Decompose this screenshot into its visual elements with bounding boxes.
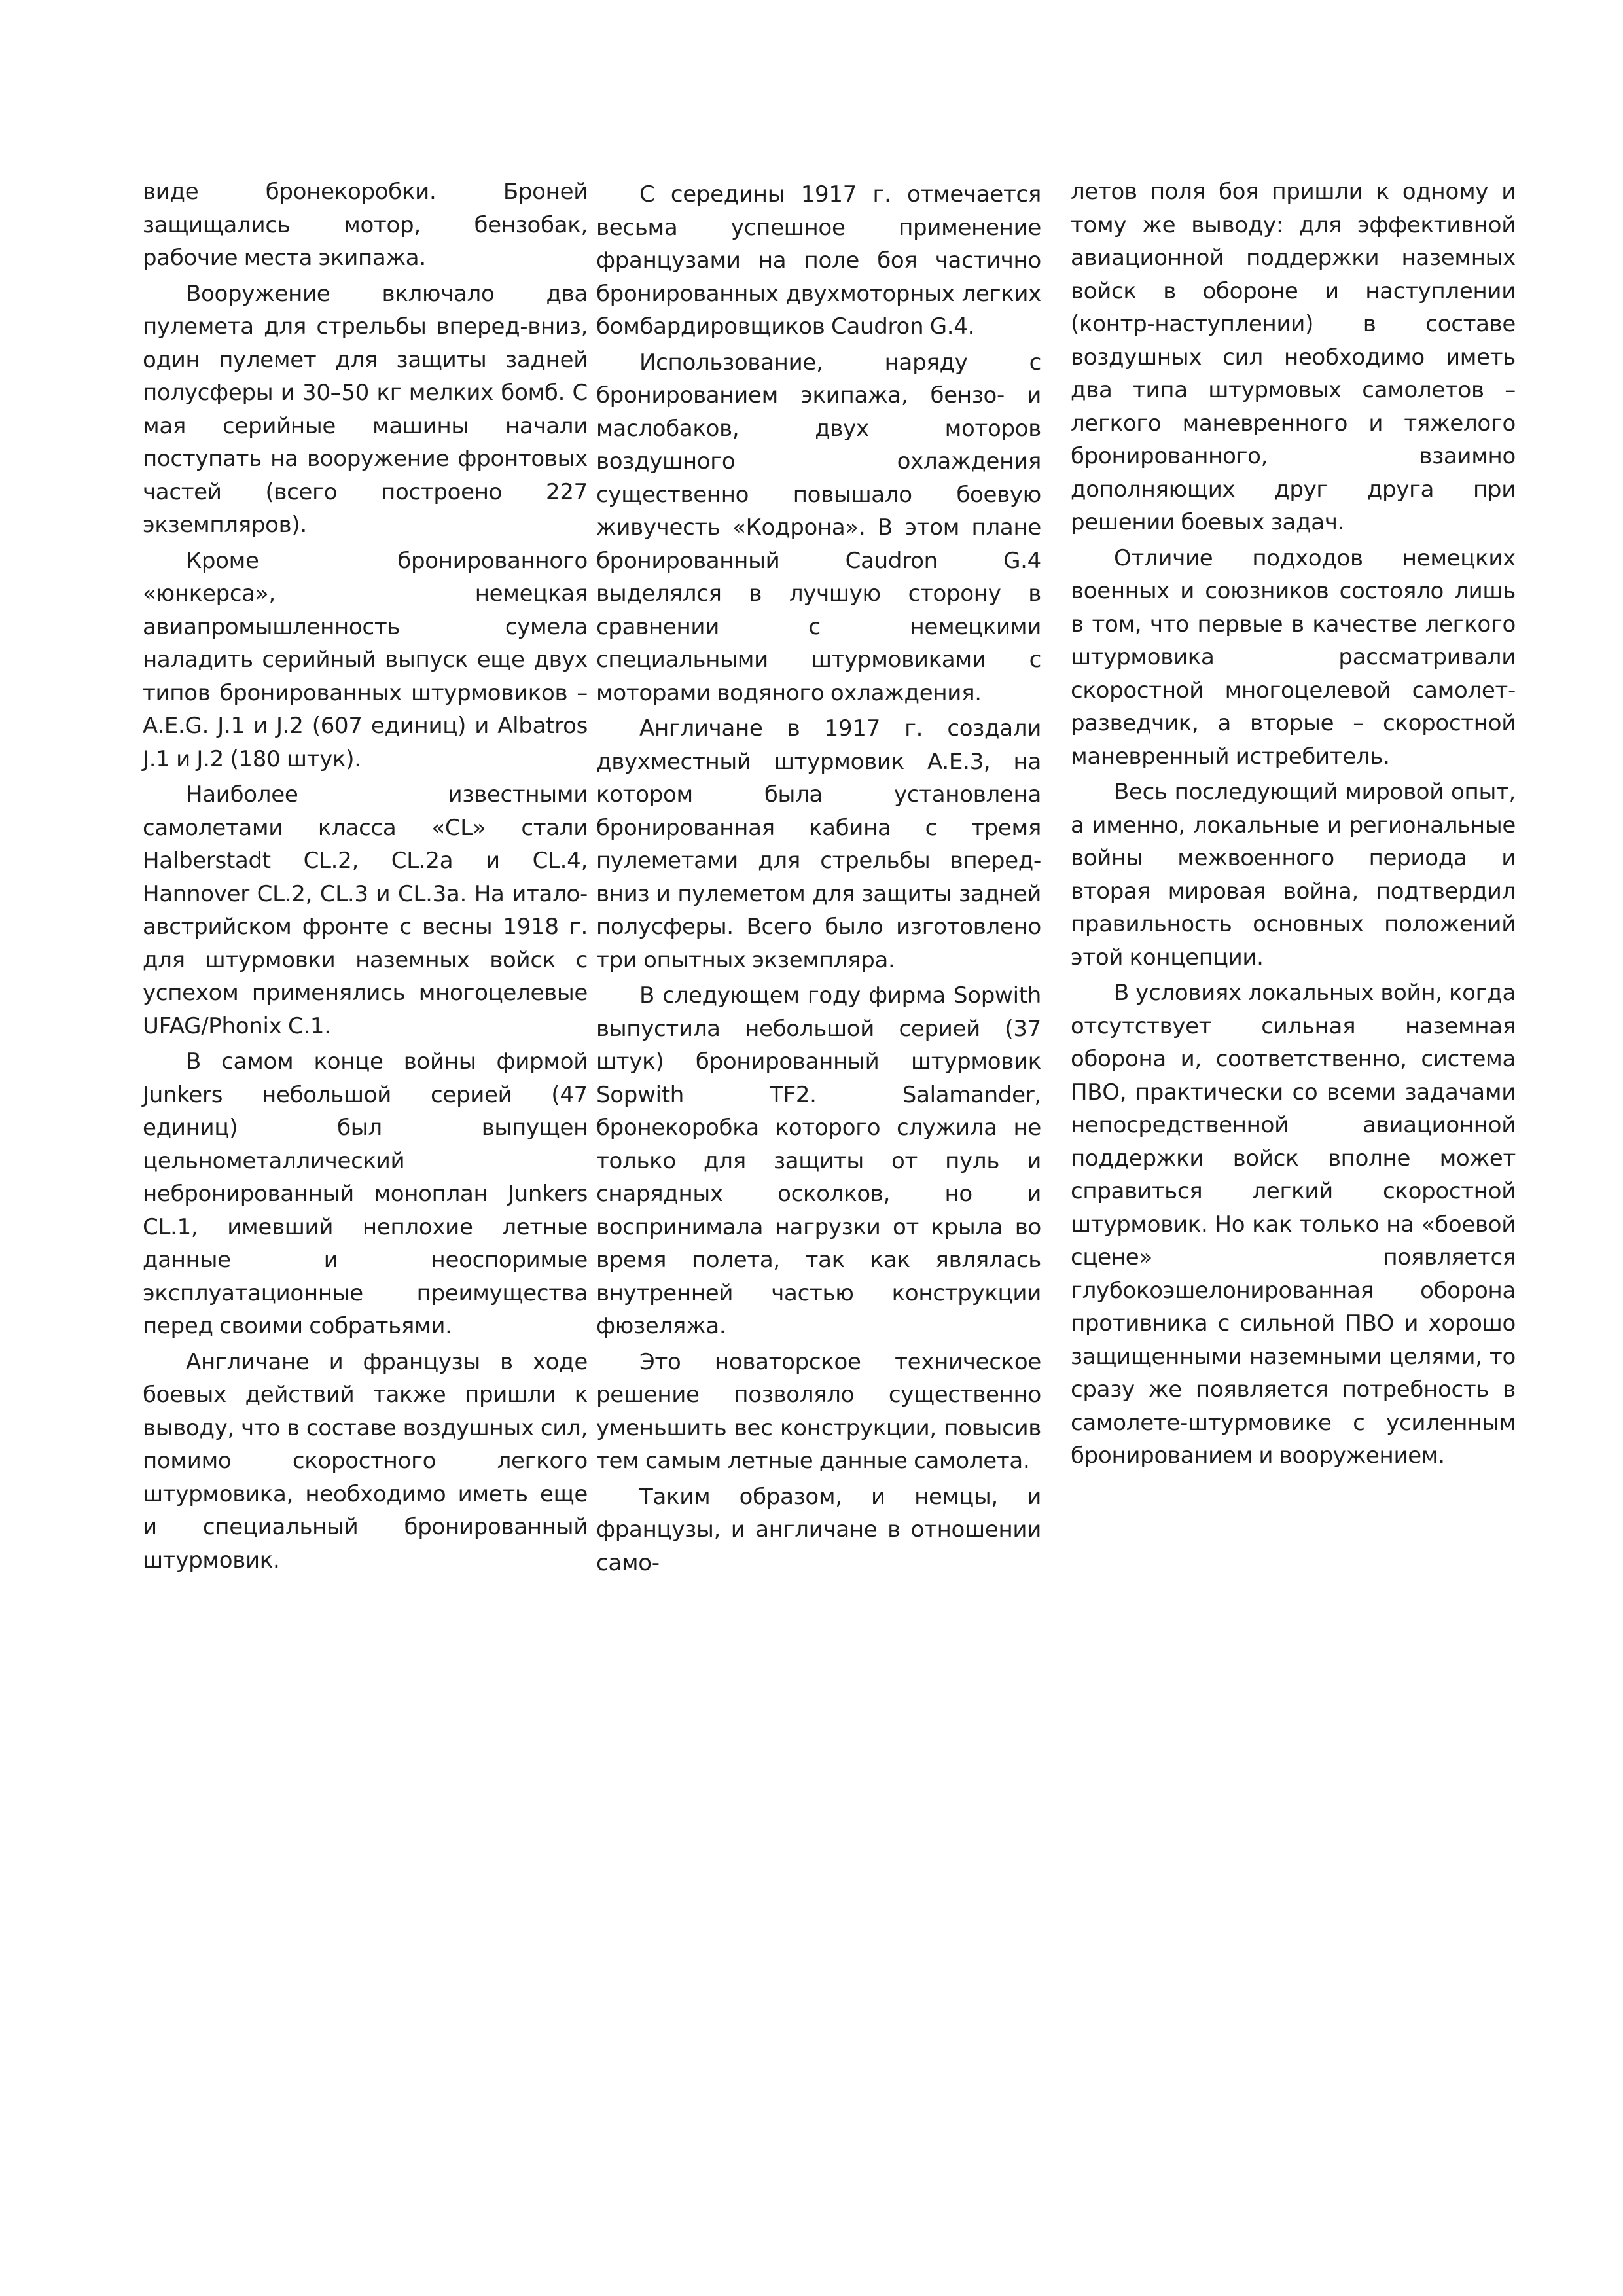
paragraph: Вооружение включало два пулемета для стрельбы вперед-вниз, один пулемет для защиты задней полусферы и 30–50 кг мелких бомб. С мая серийные машины начали поступать на вооружение фронтовых частей (всего построено 227 экземпляров). [143,280,588,538]
text-column-3 [1071,175,1516,1473]
paragraph: Англичане и французы в ходе боевых действий также пришли к выводу, что в составе воздушных сил, помимо скоростного легкого штурмовика, необходимо иметь еще и специальный бронированный штурмовик. [143,1348,588,1573]
paragraph: Кроме бронированного «юнкерса», немецкая авиапромышленность сумела наладить серийный выпуск еще двух типов бронированных штурмовиков – A.E.G. J.1 и J.2 (607 единиц) и Albatros J.1 и J.2 (180 штук). [143,547,588,772]
paragraph: В условиях локальных войн, когда отсутствует сильная наземная оборона и, соответственно, система ПВО, практически со всеми задачами непосредственной авиационной поддержки войск вполне может справиться легкий скоростной штурмовик. Но как только на «боевой сцене» появляется глубокоэшелонированная оборона противника с сильной ПВО и хорошо защищенными наземными целями, то сразу же появляется потребность в самолете-штурмовике с усиленным бронированием и вооружением. [1071,980,1516,1469]
paragraph: виде бронекоробки. Броней защищались мотор, бензобак, рабочие места экипажа. [143,179,588,271]
paragraph: С середины 1917 г. отмечается весьма успешное применение французами на поле боя частично бронированных двухмоторных легких бомбардировщиков Caudron G.4. [596,181,1041,340]
paragraph: Англичане в 1917 г. создали двухместный штурмовик A.E.3, на котором была установлена бронированная кабина с тремя пулеметами для стрельбы вперед-вниз и пулеметом для защиты задней полусферы. Всего было изготовлено три опытных экземпляра. [596,715,1041,973]
paragraph: В следующем году фирма Sopwith выпустила небольшой серией (37 штук) бронированный штурмовик Sopwith TF2. Salamander, бронекоробка которого служила не только для защиты от пуль и снарядных осколков, но и воспринимала нагрузки от крыла во время полета, так как являлась внутренней частью конструкции фюзеляжа. [596,982,1041,1339]
text-column-2 [596,175,1041,1579]
paragraph: летов поля боя пришли к одному и тому же выводу: для эффективной авиационной поддержки наземных войск в обороне и наступлении (контр-наступлении) в составе воздушных сил необходимо иметь два типа штурмовых самолетов – легкого маневренного и тяжелого бронированного, взаимно дополняющих друг друга при решении боевых задач. [1071,179,1516,535]
paragraph: Использование, наряду с бронированием экипажа, бензо- и маслобаков, двух моторов воздушного охлаждения существенно повышало боевую живучесть «Кодрона». В этом плане бронированный Caudron G.4 выделялся в лучшую сторону в сравнении с немецкими специальными штурмовиками с моторами водяного охлаждения. [596,349,1041,706]
paragraph: Отличие подходов немецких военных и союзников состояло лишь в том, что первые в качестве легкого штурмовика рассматривали скоростной многоцелевой самолет-разведчик, а вторые – скоростной маневренный истребитель. [1071,545,1516,770]
text-column-1 [143,175,588,1577]
paragraph: Наиболее известными самолетами класса «CL» стали Halberstadt CL.2, CL.2a и CL.4, Hannover CL.2, CL.3 и CL.3a. На итало-австрийском фронте с весны 1918 г. для штурмовки наземных войск с успехом применялись многоцелевые UFAG/Phonix C.1. [143,781,588,1039]
paragraph: В самом конце войны фирмой Junkers небольшой серией (47 единиц) был выпущен цельнометаллический небронированный моноплан Junkers CL.1, имевший неплохие летные данные и неоспоримые эксплуатационные преимущества перед своими собратьями. [143,1049,588,1339]
paragraph: Это новаторское техническое решение позволяло существенно уменьшить вес конструкции, повысив тем самым летные данные самолета. [596,1348,1041,1474]
paragraph: Таким образом, и немцы, и французы, и англичане в отношении само- [596,1483,1041,1576]
paragraph: Весь последующий мировой опыт, а именно, локальные и региональные войны межвоенного периода и вторая мировая война, подтвердил правильность основных положений этой концепции. [1071,779,1516,971]
